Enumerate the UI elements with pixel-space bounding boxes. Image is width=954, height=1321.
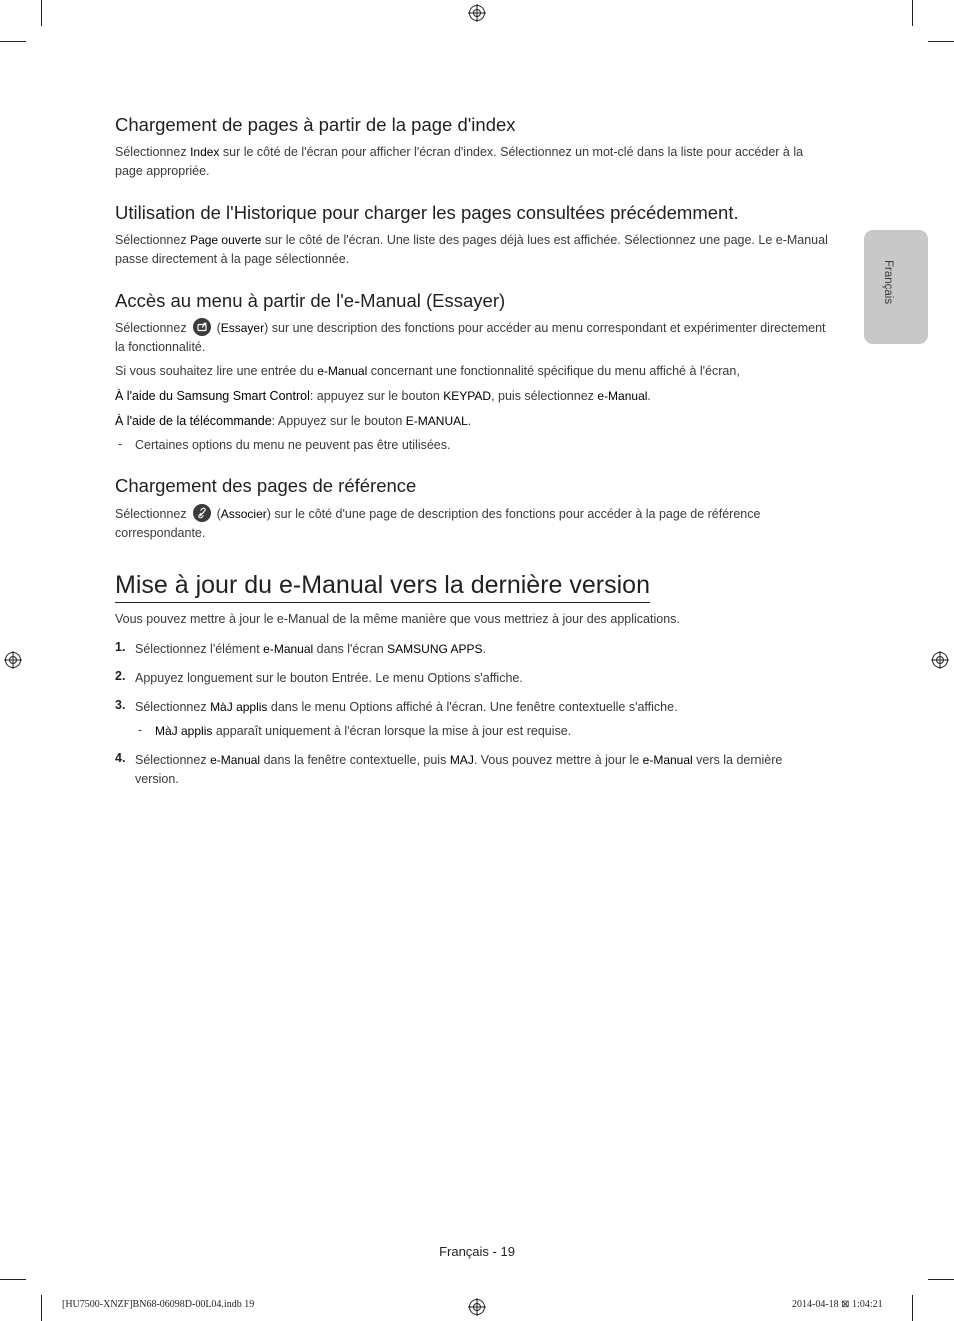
registration-mark-icon: [468, 1298, 486, 1316]
ui-term-emanual: e-Manual: [210, 753, 261, 767]
step-1: [135, 640, 815, 659]
step-2: Appuyez longuement sur le bouton Entrée. Le menu Options s'affiche.: [135, 671, 523, 685]
text: .: [647, 389, 651, 403]
text: ) sur le côté d'une page de description des fonctions pour accéder à la page de référence correspondante.: [115, 507, 761, 540]
print-slug-left: [HU7500-XNZF]BN68-06098D-00L04.indb 19: [62, 1299, 255, 1310]
section-text-try-2: [115, 362, 830, 381]
text: , puis sélectionnez: [491, 389, 598, 403]
text: : Appuyez sur le bouton: [271, 414, 406, 428]
section-text-try-3: [115, 387, 830, 406]
text: Sélectionnez: [115, 145, 191, 159]
ui-term-emanual: e-Manual: [642, 753, 693, 767]
text: : appuyez sur le bouton: [309, 389, 444, 403]
text: (: [216, 507, 221, 521]
crop-mark: [0, 1279, 26, 1280]
crop-mark: [912, 1295, 913, 1321]
text: Si vous souhaitez lire une entrée du: [115, 364, 318, 378]
section-text-try: [115, 318, 830, 357]
text: (: [216, 321, 221, 335]
step-number: 4.: [115, 751, 126, 765]
ui-term-index: Index: [190, 145, 220, 159]
ui-term-emanual-button: E-MANUAL: [405, 414, 468, 428]
text: dans le menu Options affiché à l'écran. Une fenêtre contextuelle s'affiche.: [267, 700, 678, 714]
ui-term-maj-applis: MàJ applis: [155, 724, 213, 738]
text: concernant une fonctionnalité spécifique du menu affiché à l'écran,: [367, 364, 740, 378]
ui-term-page-ouverte: Page ouverte: [190, 233, 262, 247]
step-3: [135, 698, 815, 717]
page-number: Français - 19: [439, 1244, 515, 1259]
text-strong: À l'aide de la télécommande: [115, 414, 272, 428]
text: Sélectionnez: [135, 700, 211, 714]
step-4: [135, 751, 815, 789]
section-title-index: Chargement de pages à partir de la page d'index: [115, 114, 516, 135]
crop-mark: [0, 41, 26, 42]
step-3-note: [155, 722, 815, 741]
text: . Vous pouvez mettre à jour le: [473, 753, 643, 767]
section-text-link: [115, 504, 830, 543]
section-title-link: Chargement des pages de référence: [115, 475, 417, 496]
text: Sélectionnez l'élément: [135, 642, 264, 656]
text: sur le côté de l'écran pour afficher l'écran d'index. Sélectionnez un mot-clé dans la liste pour accéder à la page appropriée.: [115, 145, 804, 178]
ui-term-essayer: Essayer: [220, 321, 265, 335]
step-number: 2.: [115, 669, 126, 683]
text: .: [482, 642, 487, 656]
text: Sélectionnez: [115, 507, 187, 521]
crop-mark: [928, 1279, 954, 1280]
update-intro: Vous pouvez mettre à jour le e-Manual de la même manière que vous mettriez à jour des applications.: [115, 612, 680, 626]
text: Sélectionnez: [135, 753, 211, 767]
text-strong: À l'aide du Samsung Smart Control: [115, 389, 310, 403]
ui-term-emanual: e-Manual: [263, 642, 314, 656]
text: ) sur une description des fonctions pour accéder au menu correspondant et expérimenter directement la fonctionnalité.: [115, 321, 826, 354]
ui-term-emanual: e-Manual: [317, 364, 368, 378]
text: dans l'écran: [313, 642, 388, 656]
section-text-index: [115, 143, 830, 181]
step-number: 1.: [115, 640, 126, 654]
ui-term-samsung-apps: SAMSUNG APPS: [387, 642, 483, 656]
ui-term-keypad: KEYPAD: [443, 389, 492, 403]
language-side-tab-label: Français: [882, 260, 894, 305]
text: dans la fenêtre contextuelle, puis: [260, 753, 450, 767]
text: .: [467, 414, 472, 428]
registration-mark-icon: [4, 651, 22, 669]
crop-mark: [928, 41, 954, 42]
text: vers la dernière version.: [135, 753, 783, 786]
ui-term-maj-applis: MàJ applis: [210, 700, 268, 714]
text: Sélectionnez: [115, 321, 187, 335]
crop-mark: [41, 0, 42, 26]
note-dash: -: [118, 437, 123, 451]
section-title-history: Utilisation de l'Historique pour charger les pages consultées précédemment.: [115, 202, 739, 223]
text: Sélectionnez: [115, 233, 191, 247]
crop-mark: [41, 1295, 42, 1321]
print-slug-right: 2014-04-18 ⊠ 1:04:21: [792, 1299, 883, 1310]
text: apparaît uniquement à l'écran lorsque la mise à jour est requise.: [212, 724, 572, 738]
text: sur le côté de l'écran. Une liste des pages déjà lues est affichée. Sélectionnez une page. Le e-Manual passe directement à la page sélectionnée.: [115, 233, 828, 266]
link-icon: [193, 504, 211, 522]
section-text-history: [115, 231, 830, 269]
section-text-try-4: [115, 412, 830, 431]
ui-term-associer: Associer: [220, 507, 267, 521]
step-number: 3.: [115, 698, 126, 712]
registration-mark-icon: [931, 651, 949, 669]
language-side-tab: [864, 230, 928, 344]
crop-mark: [912, 0, 913, 26]
ui-term-maj: MAJ: [449, 753, 474, 767]
try-now-icon: [193, 318, 211, 336]
registration-mark-icon: [468, 4, 486, 22]
section-title-try: Accès au menu à partir de l'e-Manual (Essayer): [115, 290, 506, 311]
ui-term-emanual: e-Manual: [597, 389, 648, 403]
note-dash: -: [138, 723, 143, 737]
section-note-try: Certaines options du menu ne peuvent pas être utilisées.: [135, 438, 451, 452]
chapter-title-update: Mise à jour du e-Manual vers la dernière version: [115, 570, 650, 603]
